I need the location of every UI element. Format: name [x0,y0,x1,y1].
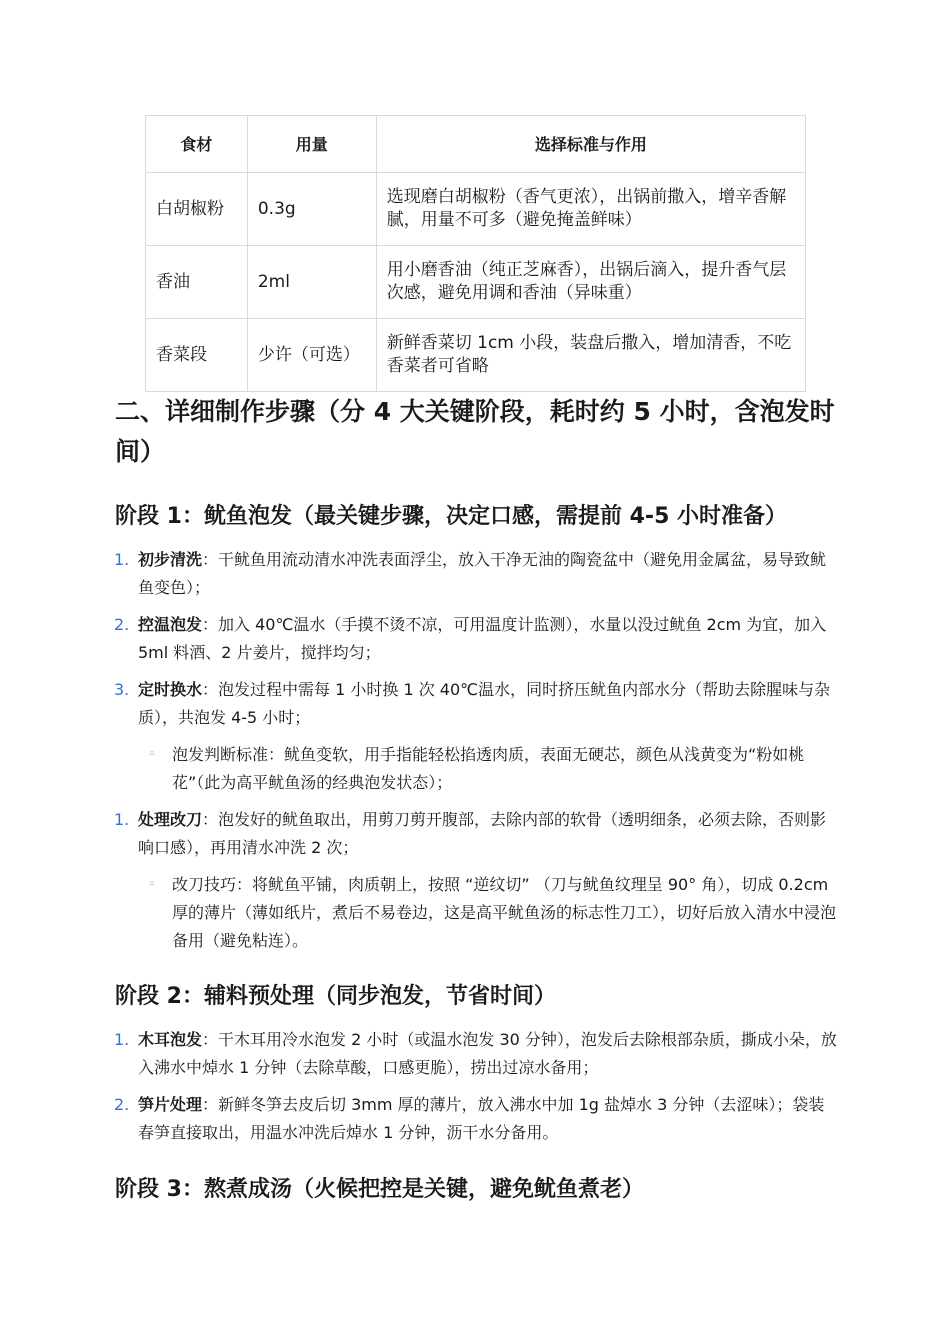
section-title: 二、详细制作步骤（分 4 大关键阶段，耗时约 5 小时，含泡发时间） [115,397,835,466]
table-row [146,319,806,392]
circle-bullet-icon: ◦ [148,747,156,762]
item-label: 定时换水 [138,680,203,699]
item-text: ：干鱿鱼用流动清水冲洗表面浮尘，放入干净无油的陶瓷盆中（避免用金属盆，易导致鱿鱼变色）； [138,550,827,597]
list-number: 2. [114,615,130,634]
cell-note: 新鲜香菜切 1cm 小段，装盘后撒入，增加清香，不吃香菜者可省略 [376,319,805,392]
list-number: 1. [114,810,130,829]
cell-note: 用小磨香油（纯正芝麻香），出锅后滴入，提升香气层次感，避免用调和香油（异味重） [376,246,805,319]
header-criteria: 选择标准与作用 [376,116,805,173]
list-item [114,676,838,732]
cell-name: 香菜段 [146,319,248,392]
circle-bullet-icon: ◦ [148,877,156,892]
list-number: 1. [114,550,130,569]
item-text: ：加入 40℃温水（手摸不烫不凉，可用温度计监测），水量以没过鱿鱼 2cm 为宜，加入 5ml 料酒、2 片姜片，搅拌均匀； [138,615,827,662]
header-ingredient: 食材 [146,116,248,173]
list-number: 3. [114,680,130,699]
list-item [114,611,838,667]
list-item [114,1091,838,1147]
item-text: ：新鲜冬笋去皮后切 3mm 厚的薄片，放入沸水中加 1g 盐焯水 3 分钟（去涩味）；袋装春笋直接取出，用温水冲洗后焯水 1 分钟，沥干水分备用。 [138,1095,825,1142]
item-text: ：泡发好的鱿鱼取出，用剪刀剪开腹部，去除内部的软骨（透明细条，必须去除，否则影响口感），再用清水冲洗 2 次； [138,810,827,857]
list-item [114,546,838,602]
cell-amount: 2ml [247,246,376,319]
item-label: 木耳泡发 [138,1030,203,1049]
list-number: 1. [114,1030,130,1049]
sub-list-item [148,741,837,797]
item-text: ：泡发过程中需每 1 小时换 1 次 40℃温水，同时挤压鱿鱼内部水分（帮助去除腥味与杂质），共泡发 4-5 小时； [138,680,831,727]
sub-item-text: 泡发判断标准：鱿鱼变软，用手指能轻松掐透肉质，表面无硬芯，颜色从浅黄变为“粉如桃花”（此为高平鱿鱼汤的经典泡发状态）； [172,745,805,792]
cell-note: 选现磨白胡椒粉（香气更浓），出锅前撒入，增辛香解腻，用量不可多（避免掩盖鲜味） [376,173,805,246]
ingredients-table [145,115,806,392]
stage2-title: 阶段 2：辅料预处理（同步泡发，节省时间） [115,984,556,1009]
cell-amount: 少许（可选） [247,319,376,392]
item-label: 处理改刀 [138,810,203,829]
header-amount: 用量 [247,116,376,173]
cell-name: 白胡椒粉 [146,173,248,246]
list-number: 2. [114,1095,130,1114]
list-item [114,806,838,862]
stage1-title: 阶段 1：鱿鱼泡发（最关键步骤，决定口感，需提前 4-5 小时准备） [115,504,788,529]
item-text: ：干木耳用冷水泡发 2 小时（或温水泡发 30 分钟），泡发后去除根部杂质，撕成小朵，放入沸水中焯水 1 分钟（去除草酸，口感更脆），捞出过凉水备用； [138,1030,837,1077]
item-label: 控温泡发 [138,615,203,634]
item-label: 笋片处理 [138,1095,203,1114]
table-row [146,246,806,319]
table-header-row [146,116,806,173]
item-label: 初步清洗 [138,550,203,569]
list-item [114,1026,838,1082]
stage3-title: 阶段 3：熬煮成汤（火候把控是关键，避免鱿鱼煮老） [115,1177,644,1202]
sub-list-item [148,871,837,955]
table-row [146,173,806,246]
cell-name: 香油 [146,246,248,319]
cell-amount: 0.3g [247,173,376,246]
sub-item-text: 改刀技巧：将鱿鱼平铺，肉质朝上，按照 “逆纹切” （刀与鱿鱼纹理呈 90° 角），切成 0.2cm 厚的薄片（薄如纸片，煮后不易卷边，这是高平鱿鱼汤的标志性刀工），切好后放入清水中浸泡备用（避免粘连）。 [172,875,837,950]
